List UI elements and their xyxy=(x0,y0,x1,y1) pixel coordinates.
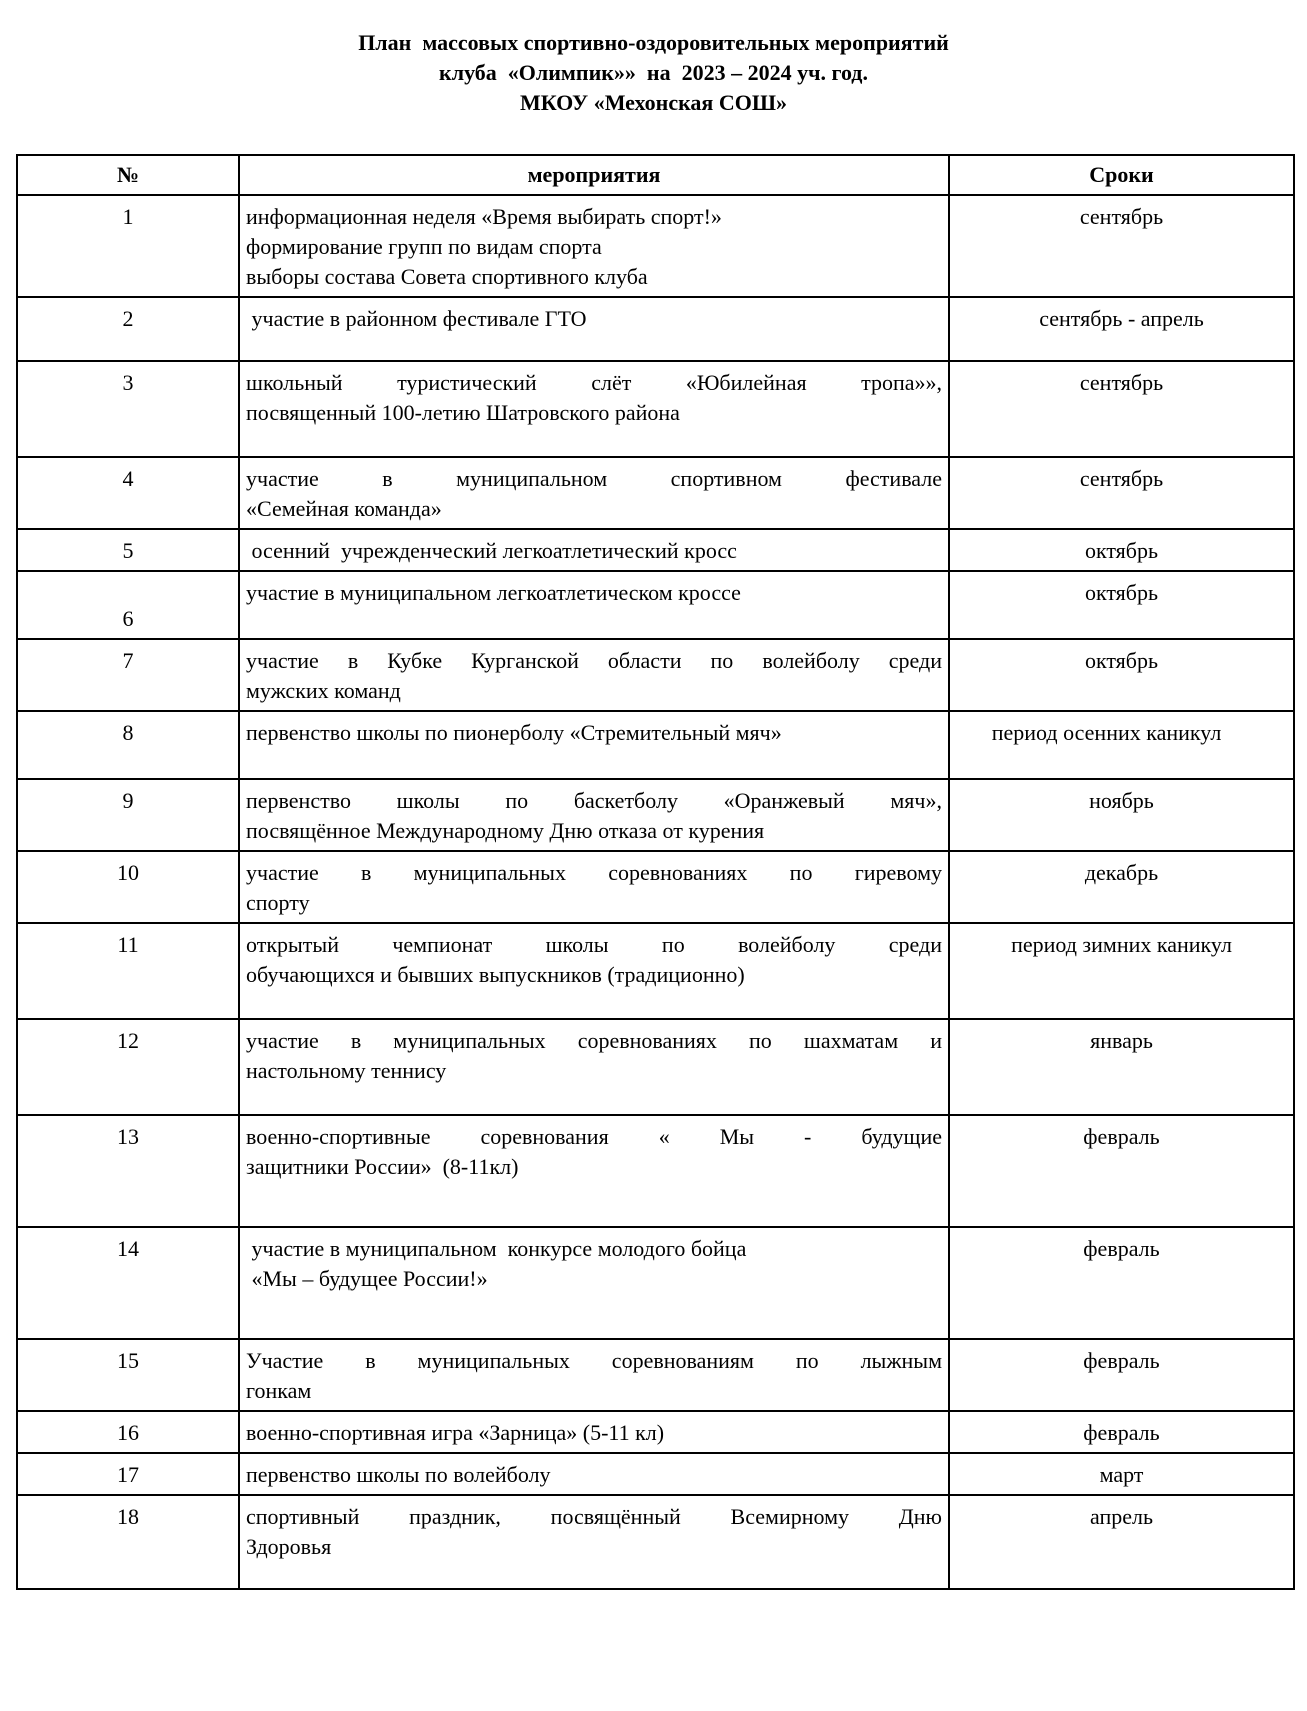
row-number: 13 xyxy=(17,1115,239,1227)
event-line: выборы состава Совета спортивного клуба xyxy=(246,264,648,289)
event-term: сентябрь - апрель xyxy=(949,297,1294,361)
row-number: 9 xyxy=(17,779,239,851)
table-row xyxy=(17,1019,1294,1115)
event-description xyxy=(239,851,949,923)
event-line: военно-спортивные соревнования « Мы - будущие xyxy=(246,1124,942,1149)
event-line: участие в муниципальных соревнованиях по гиревому xyxy=(246,860,942,885)
table-row xyxy=(17,1453,1294,1495)
event-description xyxy=(239,361,949,457)
event-line: военно-спортивная игра «Зарница» (5-11 кл) xyxy=(246,1420,665,1445)
event-line: участие в муниципальном спортивном фестивале xyxy=(246,466,942,491)
table-row xyxy=(17,1495,1294,1589)
row-number: 6 xyxy=(17,571,239,639)
row-number: 3 xyxy=(17,361,239,457)
event-line: гонкам xyxy=(246,1378,312,1403)
row-number: 7 xyxy=(17,639,239,711)
row-number: 14 xyxy=(17,1227,239,1339)
event-line: «Семейная команда» xyxy=(246,496,442,521)
event-description xyxy=(239,1495,949,1589)
event-description xyxy=(239,457,949,529)
table-row xyxy=(17,361,1294,457)
event-line: обучающихся и бывших выпускников (традиционно) xyxy=(246,962,745,987)
event-term: февраль xyxy=(949,1411,1294,1453)
table-row xyxy=(17,851,1294,923)
event-line: спорту xyxy=(246,890,310,915)
event-line: участие в муниципальном легкоатлетическом кроссе xyxy=(246,580,741,605)
event-line: первенство школы по волейболу xyxy=(246,1462,551,1487)
event-description xyxy=(239,571,949,639)
event-line: участие в районном фестивале ГТО xyxy=(246,306,587,331)
header-events: мероприятия xyxy=(239,155,949,195)
table-row xyxy=(17,529,1294,571)
event-term: октябрь xyxy=(949,529,1294,571)
event-line: посвященный 100-летию Шатровского района xyxy=(246,400,680,425)
event-line: информационная неделя «Время выбирать спорт!» xyxy=(246,204,722,229)
row-number: 18 xyxy=(17,1495,239,1589)
event-line: мужских команд xyxy=(246,678,401,703)
event-line: участие в Кубке Курганской области по волейболу среди xyxy=(246,648,942,673)
table-row xyxy=(17,711,1294,779)
table-body xyxy=(17,195,1294,1589)
row-number: 15 xyxy=(17,1339,239,1411)
event-term: февраль xyxy=(949,1339,1294,1411)
event-line: первенство школы по пионерболу «Стремительный мяч» xyxy=(246,720,782,745)
row-number: 5 xyxy=(17,529,239,571)
table-row xyxy=(17,1115,1294,1227)
table-row xyxy=(17,457,1294,529)
event-line: Участие в муниципальных соревнованиям по лыжным xyxy=(246,1348,942,1373)
event-description xyxy=(239,1339,949,1411)
event-line: школьный туристический слёт «Юбилейная тропа»», xyxy=(246,370,942,395)
row-number: 2 xyxy=(17,297,239,361)
table-row xyxy=(17,639,1294,711)
row-number: 11 xyxy=(17,923,239,1019)
event-term: сентябрь xyxy=(949,195,1294,297)
document-title xyxy=(0,28,1307,118)
event-description xyxy=(239,297,949,361)
row-number: 16 xyxy=(17,1411,239,1453)
title-line-1: План массовых спортивно-оздоровительных мероприятий xyxy=(358,30,949,55)
event-term: октябрь xyxy=(949,571,1294,639)
event-line: защитники России» (8-11кл) xyxy=(246,1154,519,1179)
event-line: участие в муниципальных соревнованиях по шахматам и xyxy=(246,1028,942,1053)
events-table xyxy=(16,154,1295,1590)
header-number: № xyxy=(17,155,239,195)
event-term: ноябрь xyxy=(949,779,1294,851)
table-row xyxy=(17,1411,1294,1453)
event-term: февраль xyxy=(949,1115,1294,1227)
event-line: формирование групп по видам спорта xyxy=(246,234,602,259)
event-description xyxy=(239,711,949,779)
event-description xyxy=(239,639,949,711)
event-description xyxy=(239,1115,949,1227)
table-row xyxy=(17,1339,1294,1411)
event-line: первенство школы по баскетболу «Оранжевый мяч», xyxy=(246,788,942,813)
event-term: март xyxy=(949,1453,1294,1495)
event-line: Здоровья xyxy=(246,1534,332,1559)
row-number: 17 xyxy=(17,1453,239,1495)
row-number: 4 xyxy=(17,457,239,529)
event-description xyxy=(239,923,949,1019)
event-description xyxy=(239,779,949,851)
table-row xyxy=(17,1227,1294,1339)
row-number: 8 xyxy=(17,711,239,779)
table-header-row xyxy=(17,155,1294,195)
event-description xyxy=(239,1227,949,1339)
title-line-3: МКОУ «Мехонская СОШ» xyxy=(520,90,787,115)
event-term: апрель xyxy=(949,1495,1294,1589)
event-description xyxy=(239,529,949,571)
table-row xyxy=(17,923,1294,1019)
event-term: сентябрь xyxy=(949,361,1294,457)
event-description xyxy=(239,1411,949,1453)
event-term: период зимних каникул xyxy=(949,923,1294,1019)
title-line-2: клуба «Олимпик»» на 2023 – 2024 уч. год. xyxy=(439,60,868,85)
event-term: сентябрь xyxy=(949,457,1294,529)
table-row xyxy=(17,779,1294,851)
event-description xyxy=(239,1453,949,1495)
event-line: открытый чемпионат школы по волейболу среди xyxy=(246,932,942,957)
table-row xyxy=(17,571,1294,639)
event-line: «Мы – будущее России!» xyxy=(246,1266,488,1291)
table-row xyxy=(17,297,1294,361)
event-term: декабрь xyxy=(949,851,1294,923)
event-term: период осенних каникул xyxy=(949,711,1294,779)
event-line: участие в муниципальном конкурсе молодого бойца xyxy=(246,1236,747,1261)
header-terms: Сроки xyxy=(949,155,1294,195)
row-number: 10 xyxy=(17,851,239,923)
event-line: осенний учрежденческий легкоатлетический кросс xyxy=(246,538,737,563)
event-description xyxy=(239,195,949,297)
event-description xyxy=(239,1019,949,1115)
event-line: посвящённое Международному Дню отказа от курения xyxy=(246,818,765,843)
event-line: спортивный праздник, посвящённый Всемирному Дню xyxy=(246,1504,942,1529)
event-term: октябрь xyxy=(949,639,1294,711)
event-line: настольному теннису xyxy=(246,1058,447,1083)
table-row xyxy=(17,195,1294,297)
event-term: февраль xyxy=(949,1227,1294,1339)
event-term: январь xyxy=(949,1019,1294,1115)
row-number: 1 xyxy=(17,195,239,297)
row-number: 12 xyxy=(17,1019,239,1115)
